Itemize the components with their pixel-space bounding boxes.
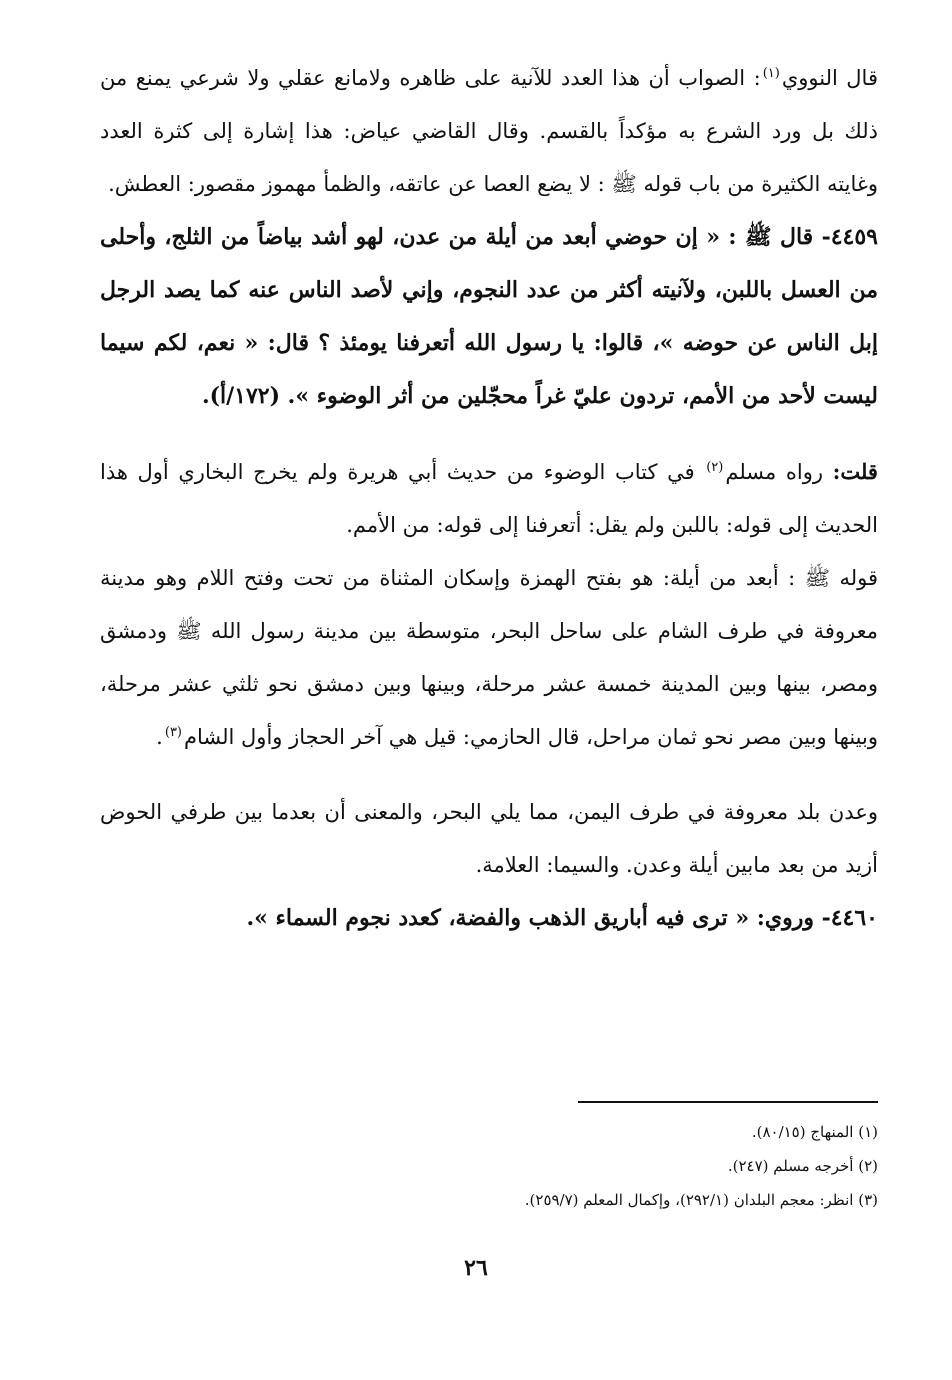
- hadith-4459: ٤٤٥٩- قال ﷺ : « إن حوضي أبعد من أيلة من عدن، لهو أشد بياضاً من الثلج، وأحلى من العسل باللبن، ولآنيته أكثر من عدد النجوم، وإني لأصد الناس عنه كما يصد الرجل إبل الناس عن حوضه »، قالوا: يا رسول الله أتعرفنا يومئذ ؟ قال: « نعم، لكم سيما ليست لأحد من الأمم، تردون عليّ غراً محجّلين من أثر الوضوء ». (١٧٢/أ).: [100, 224, 878, 409]
- footnote-marker: (١): [762, 66, 780, 81]
- footnotes: [100, 1115, 878, 1217]
- page-number: ٢٦: [464, 1255, 488, 1281]
- footnote-2: (٢) أخرجه مسلم (٢٤٧).: [727, 1157, 878, 1175]
- main-text: [100, 52, 878, 945]
- paragraph-text: في كتاب الوضوء من حديث أبي هريرة ولم يخرج البخاري أول هذا الحديث إلى قوله: باللبن ولم يقل: أتعرفنا إلى قوله: من الأمم.: [100, 460, 878, 537]
- paragraph-text: .: [156, 725, 163, 749]
- paragraph-nawawi: [100, 52, 878, 211]
- paragraph-qultu: [100, 445, 878, 552]
- paragraph-text: رواه مسلم: [725, 460, 823, 484]
- paragraph-text: قال النووي: [781, 66, 878, 90]
- hadith-4460: ٤٤٦٠- وروي: « ترى فيه أباريق الذهب والفضة، كعدد نجوم السماء ».: [246, 905, 878, 931]
- footnote-separator: [578, 1101, 878, 1103]
- footnote-marker: (٢): [706, 460, 724, 475]
- paragraph-text: قوله ﷺ : أبعد من أيلة: هو بفتح الهمزة وإسكان المثناة من تحت وفتح اللام وهو مدينة معروفة في طرف الشام على ساحل البحر، متوسطة بين مدينة رسول الله ﷺ ودمشق ومصر، بينها وبين المدينة خمسة عشر مرحلة، وبينها وبين دمشق نحو ثلثي عشر مرحلة، وبينها وبين مصر نحو ثمان مراحل، قال الحازمي: قيل هي آخر الحجاز وأول الشام: [100, 566, 878, 749]
- footnote-marker: (٣): [164, 725, 182, 740]
- paragraph-text: : الصواب أن هذا العدد للآنية على ظاهره ولامانع عقلي ولا شرعي يمنع من ذلك بل ورد الشرع به مؤكداً بالقسم. وقال القاضي عياض: هذا إشارة إلى كثرة العدد وغايته الكثيرة من باب قوله ﷺ : لا يضع العصا عن عاتقه، والظمأ مهموز مقصور: العطش.: [100, 66, 878, 196]
- qultu-label: قلت:: [832, 459, 878, 484]
- footnote-1: (١) المنهاج (٨٠/١٥).: [751, 1123, 878, 1141]
- footnote-3: (٣) انظر: معجم البلدان (٢٩٢/١)، وإكمال المعلم (٢٥٩/٧).: [524, 1191, 878, 1209]
- paragraph-ayla: [100, 552, 878, 764]
- paragraph-aden: وعدن بلد معروفة في طرف اليمن، مما يلي البحر، والمعنى أن بعدما بين طرفي الحوض أزيد من بعد مابين أيلة وعدن. والسيما: العلامة.: [100, 800, 878, 877]
